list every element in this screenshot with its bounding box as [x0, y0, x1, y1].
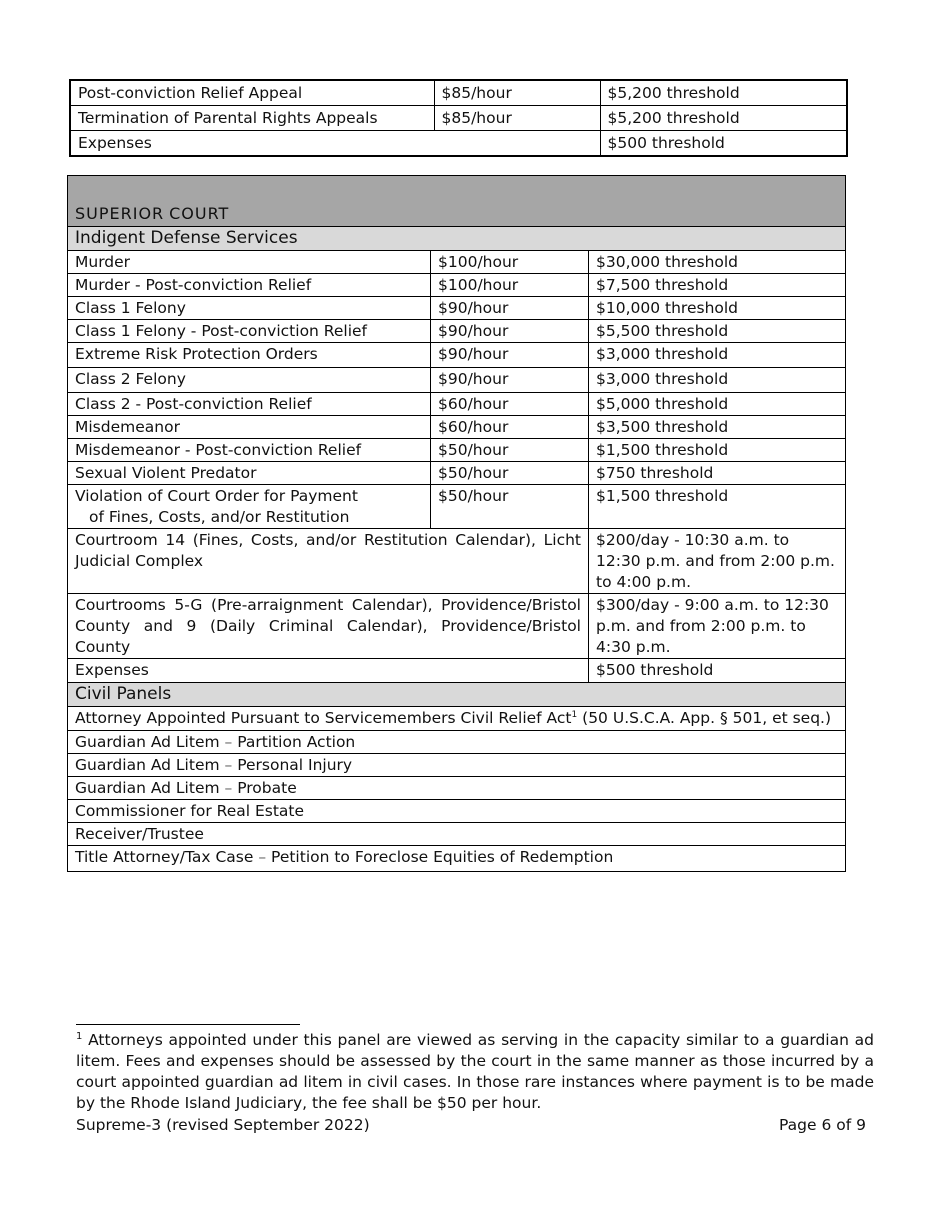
- violation-line-1: Violation of Court Order for Payment: [75, 487, 358, 505]
- table-row: [70, 131, 847, 157]
- civil-panels-heading: Civil Panels: [68, 683, 846, 707]
- threshold: $7,500 threshold: [589, 274, 846, 297]
- civil-panel-item: Guardian Ad Litem – Partition Action: [68, 731, 846, 754]
- threshold: $5,200 threshold: [600, 106, 847, 131]
- hourly-rate: $90/hour: [431, 368, 589, 393]
- table-row: [68, 462, 846, 485]
- hourly-rate: $50/hour: [431, 439, 589, 462]
- hourly-rate: $100/hour: [431, 274, 589, 297]
- service-name: Termination of Parental Rights Appeals: [70, 106, 434, 131]
- indigent-defense-heading: Indigent Defense Services: [68, 227, 846, 251]
- table-row: [68, 754, 846, 777]
- threshold: $30,000 threshold: [589, 251, 846, 274]
- service-name: Sexual Violent Predator: [68, 462, 431, 485]
- table-row: [68, 343, 846, 368]
- table-row: [70, 106, 847, 131]
- superior-court-heading: SUPERIOR COURT: [68, 176, 846, 227]
- hourly-rate: $85/hour: [434, 80, 600, 106]
- service-name: Class 2 Felony: [68, 368, 431, 393]
- hourly-rate: $90/hour: [431, 297, 589, 320]
- table-row: [68, 846, 846, 872]
- superior-court-fee-table: [67, 175, 846, 872]
- hourly-rate: $50/hour: [431, 485, 589, 529]
- table-row: [70, 80, 847, 106]
- table-row: [68, 529, 846, 594]
- service-name: Murder - Post-conviction Relief: [68, 274, 431, 297]
- threshold: $3,000 threshold: [589, 343, 846, 368]
- civil-panel-item: Guardian Ad Litem – Personal Injury: [68, 754, 846, 777]
- footnote-ref: 1: [571, 709, 578, 720]
- hourly-rate: $90/hour: [431, 343, 589, 368]
- violation-line-2: of Fines, Costs, and/or Restitution: [89, 508, 350, 526]
- courtrooms-5g-fee: $300/day - 9:00 a.m. to 12:30 p.m. and from 2:00 p.m. to 4:30 p.m.: [589, 594, 846, 659]
- courtroom-14-fee: $200/day - 10:30 a.m. to 12:30 p.m. and from 2:00 p.m. to 4:00 p.m.: [589, 529, 846, 594]
- table-row: [68, 297, 846, 320]
- section-header-row: [68, 176, 846, 227]
- subsection-row: [68, 683, 846, 707]
- scra-panel: Attorney Appointed Pursuant to Servicemembers Civil Relief Act$^1$ (50 U.S.C.A. App. § 501, et seq.): [68, 707, 846, 731]
- table-row: [68, 393, 846, 416]
- threshold: $3,500 threshold: [589, 416, 846, 439]
- service-name: Misdemeanor - Post-conviction Relief: [68, 439, 431, 462]
- service-name: Misdemeanor: [68, 416, 431, 439]
- table-row: [68, 777, 846, 800]
- table-row: [68, 251, 846, 274]
- expenses-label: Expenses: [68, 659, 589, 683]
- appeals-fee-table: [69, 79, 848, 157]
- service-name: Class 1 Felony: [68, 297, 431, 320]
- table-row: [68, 320, 846, 343]
- footnote-mark: 1: [76, 1030, 83, 1042]
- hourly-rate: $100/hour: [431, 251, 589, 274]
- threshold: $1,500 threshold: [589, 439, 846, 462]
- subsection-row: [68, 227, 846, 251]
- service-name: [68, 485, 431, 529]
- footnote: [76, 1030, 874, 1114]
- courtroom-14-description: Courtroom 14 (Fines, Costs, and/or Restitution Calendar), Licht Judicial Complex: [68, 529, 589, 594]
- service-name: Extreme Risk Protection Orders: [68, 343, 431, 368]
- table-row: [68, 823, 846, 846]
- table-row: [68, 731, 846, 754]
- table-row: [68, 439, 846, 462]
- footnote-separator: [76, 1024, 300, 1025]
- threshold: $10,000 threshold: [589, 297, 846, 320]
- service-name: Post-conviction Relief Appeal: [70, 80, 434, 106]
- table-row: [68, 416, 846, 439]
- civil-panel-item: Receiver/Trustee: [68, 823, 846, 846]
- civil-panel-item: Title Attorney/Tax Case – Petition to Foreclose Equities of Redemption: [68, 846, 846, 872]
- threshold: $5,000 threshold: [589, 393, 846, 416]
- civil-panel-item: Commissioner for Real Estate: [68, 800, 846, 823]
- form-identifier: Supreme-3 (revised September 2022): [76, 1116, 370, 1134]
- hourly-rate: $50/hour: [431, 462, 589, 485]
- threshold: $5,500 threshold: [589, 320, 846, 343]
- service-name: Class 2 - Post-conviction Relief: [68, 393, 431, 416]
- table-row: [68, 707, 846, 731]
- table-row: [68, 485, 846, 529]
- threshold: $5,200 threshold: [600, 80, 847, 106]
- table-row: [68, 274, 846, 297]
- table-row: [68, 800, 846, 823]
- courtrooms-5g-description: Courtrooms 5-G (Pre-arraignment Calendar), Providence/Bristol County and 9 (Daily Criminal Calendar), Providence/Bristol County: [68, 594, 589, 659]
- service-name: Murder: [68, 251, 431, 274]
- threshold: $3,000 threshold: [589, 368, 846, 393]
- threshold: $750 threshold: [589, 462, 846, 485]
- service-name: Class 1 Felony - Post-conviction Relief: [68, 320, 431, 343]
- civil-panel-item: Guardian Ad Litem – Probate: [68, 777, 846, 800]
- hourly-rate: $90/hour: [431, 320, 589, 343]
- threshold: $1,500 threshold: [589, 485, 846, 529]
- threshold: $500 threshold: [589, 659, 846, 683]
- service-name: Expenses: [70, 131, 600, 157]
- threshold: $500 threshold: [600, 131, 847, 157]
- hourly-rate: $60/hour: [431, 416, 589, 439]
- table-row: [68, 594, 846, 659]
- hourly-rate: $60/hour: [431, 393, 589, 416]
- table-row: [68, 659, 846, 683]
- footnote-text: Attorneys appointed under this panel are viewed as serving in the capacity similar to a guardian ad litem. Fees and expenses should be assessed by the court in the same manner as those incurred by a court appointed guardian ad litem in civil cases. In those rare instances where payment is to be made by the Rhode Island Judiciary, the fee shall be $50 per hour.: [76, 1031, 874, 1112]
- page-number: Page 6 of 9: [779, 1116, 866, 1134]
- hourly-rate: $85/hour: [434, 106, 600, 131]
- table-row: [68, 368, 846, 393]
